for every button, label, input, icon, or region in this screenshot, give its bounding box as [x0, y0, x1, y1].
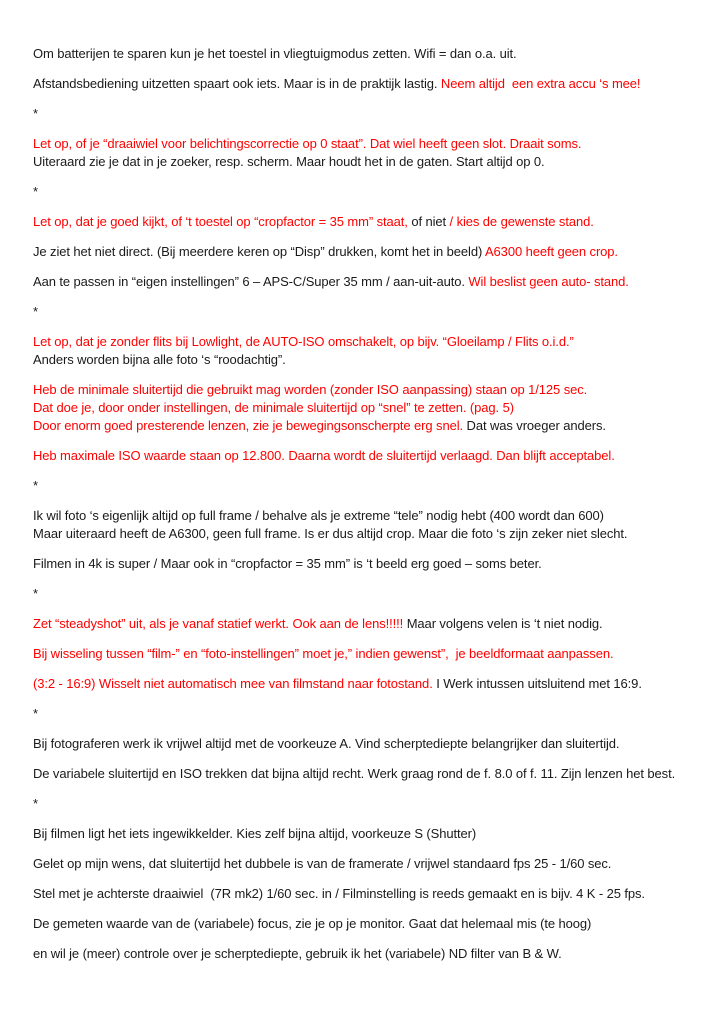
text-line: [33, 213, 718, 231]
text-line: [33, 705, 718, 723]
text-line: [33, 525, 718, 543]
text-line: [33, 885, 718, 903]
text-line: [33, 765, 718, 783]
text-line: [33, 105, 718, 123]
text-run: Filmen in 4k is super / Maar ook in “cropfactor = 35 mm” is ‘t beeld erg goed – soms beter.: [33, 556, 542, 571]
emphasized-text-run: (3:2 - 16:9) Wisselt niet automatisch mee van filmstand naar fotostand.: [33, 676, 437, 691]
emphasized-text-run: Dat doe je, door onder instellingen, de minimale sluitertijd op “snel” te zetten. (pag. 5): [33, 400, 514, 415]
text-line: [33, 735, 718, 753]
emphasized-text-run: Let op, of je “draaiwiel voor belichtingscorrectie op 0 staat”. Dat wiel heeft geen slot. Draait soms.: [33, 136, 582, 151]
paragraph: [33, 945, 718, 963]
emphasized-text-run: Neem altijd een extra accu ‘s mee!: [440, 76, 641, 91]
text-line: [33, 135, 718, 153]
paragraph: [33, 735, 718, 753]
text-run: Maar volgens velen is ‘t niet nodig.: [406, 616, 603, 631]
text-line: [33, 381, 718, 399]
paragraph: [33, 105, 718, 123]
text-line: [33, 945, 718, 963]
text-line: [33, 45, 718, 63]
text-line: [33, 75, 718, 93]
text-line: [33, 675, 718, 693]
paragraph: [33, 825, 718, 843]
emphasized-text-run: Let op, dat je zonder flits bij Lowlight, de AUTO-ISO omschakelt, op bijv. “Gloeilamp / Flits o.i.d.”: [33, 334, 574, 349]
text-run: Gelet op mijn wens, dat sluitertijd het dubbele is van de framerate / vrijwel standaard fps 25 - 1/60 sec.: [33, 856, 612, 871]
emphasized-text-run: Bij wisseling tussen “film-” en “foto-instellingen” moet je,” indien gewenst”, je beeldformaat aanpassen.: [33, 646, 614, 661]
paragraph: [33, 75, 718, 93]
paragraph: [33, 303, 718, 321]
text-run: I Werk intussen uitsluitend met 16:9.: [436, 676, 642, 691]
text-run: Ik wil foto ‘s eigenlijk altijd op full frame / behalve als je extreme “tele” nodig hebt (400 wordt dan 600): [33, 508, 604, 523]
text-line: [33, 399, 718, 417]
emphasized-text-run: / kies de gewenste stand.: [449, 214, 594, 229]
paragraph: [33, 333, 718, 369]
text-run: Anders worden bijna alle foto ‘s “roodachtig”.: [33, 352, 286, 367]
text-run: *: [33, 478, 38, 493]
text-run: *: [33, 586, 38, 601]
paragraph: [33, 765, 718, 783]
text-line: [33, 555, 718, 573]
text-run: Dat was vroeger anders.: [466, 418, 606, 433]
text-line: [33, 477, 718, 495]
paragraph: [33, 855, 718, 873]
paragraph: [33, 705, 718, 723]
text-run: Uiteraard zie je dat in je zoeker, resp. scherm. Maar houdt het in de gaten. Start altijd op 0.: [33, 154, 545, 169]
text-run: *: [33, 106, 38, 121]
text-run: Bij fotograferen werk ik vrijwel altijd met de voorkeuze A. Vind scherptediepte belangrijker dan sluitertijd.: [33, 736, 620, 751]
emphasized-text-run: Heb de minimale sluitertijd die gebruikt mag worden (zonder ISO aanpassing) staan op 1/125 sec.: [33, 382, 588, 397]
text-run: Om batterijen te sparen kun je het toestel in vliegtuigmodus zetten. Wifi = dan o.a. uit.: [33, 46, 517, 61]
text-run: *: [33, 796, 38, 811]
text-line: [33, 183, 718, 201]
paragraph: [33, 795, 718, 813]
text-run: of niet: [411, 214, 450, 229]
emphasized-text-run: Wil beslist geen auto- stand.: [468, 274, 629, 289]
text-line: [33, 585, 718, 603]
text-line: [33, 855, 718, 873]
text-line: [33, 351, 718, 369]
text-line: [33, 447, 718, 465]
text-run: en wil je (meer) controle over je scherptediepte, gebruik ik het (variabele) ND filter van B & W.: [33, 946, 562, 961]
text-run: *: [33, 304, 38, 319]
emphasized-text-run: Heb maximale ISO waarde staan op 12.800. Daarna wordt de sluitertijd verlaagd. Dan blijft acceptabel.: [33, 448, 615, 463]
paragraph: [33, 645, 718, 663]
paragraph: [33, 183, 718, 201]
text-run: De variabele sluitertijd en ISO trekken dat bijna altijd recht. Werk graag rond de f. 8.0 of f. 11. Zijn lenzen het best.: [33, 766, 676, 781]
paragraph: [33, 507, 718, 543]
paragraph: [33, 615, 718, 633]
paragraph: [33, 915, 718, 933]
text-line: [33, 273, 718, 291]
text-run: Afstandsbediening uitzetten spaart ook iets. Maar is in de praktijk lastig.: [33, 76, 441, 91]
paragraph: [33, 273, 718, 291]
paragraph: [33, 477, 718, 495]
text-run: Maar uiteraard heeft de A6300, geen full frame. Is er dus altijd crop. Maar die foto ‘s zijn zeker niet slecht.: [33, 526, 628, 541]
text-run: *: [33, 184, 38, 199]
text-line: [33, 615, 718, 633]
text-run: Bij filmen ligt het iets ingewikkelder. Kies zelf bijna altijd, voorkeuze S (Shutter): [33, 826, 477, 841]
emphasized-text-run: Door enorm goed presterende lenzen, zie je bewegingsonscherpte erg snel.: [33, 418, 467, 433]
text-run: De gemeten waarde van de (variabele) focus, zie je op je monitor. Gaat dat helemaal mis (te hoog): [33, 916, 592, 931]
text-line: [33, 507, 718, 525]
text-run: Aan te passen in “eigen instellingen” 6 – APS-C/Super 35 mm / aan-uit-auto.: [33, 274, 469, 289]
paragraph: [33, 243, 718, 261]
paragraph: [33, 885, 718, 903]
paragraph: [33, 135, 718, 171]
text-run: Stel met je achterste draaiwiel (7R mk2) 1/60 sec. in / Filminstelling is reeds gemaakt en is bijv. 4 K - 25 fps.: [33, 886, 645, 901]
paragraph: [33, 447, 718, 465]
text-line: [33, 645, 718, 663]
text-line: [33, 417, 718, 435]
emphasized-text-run: Zet “steadyshot” uit, als je vanaf statief werkt. Ook aan de lens!!!!!: [33, 616, 407, 631]
emphasized-text-run: A6300 heeft geen crop.: [484, 244, 618, 259]
emphasized-text-run: Let op, dat je goed kijkt, of ‘t toestel op “cropfactor = 35 mm” staat,: [33, 214, 412, 229]
text-run: *: [33, 706, 38, 721]
paragraph: [33, 45, 718, 63]
text-run: Je ziet het niet direct. (Bij meerdere keren op “Disp” drukken, komt het in beeld): [33, 244, 485, 259]
text-line: [33, 303, 718, 321]
paragraph: [33, 381, 718, 435]
paragraph: [33, 555, 718, 573]
text-line: [33, 153, 718, 171]
text-line: [33, 243, 718, 261]
paragraph: [33, 213, 718, 231]
document-body: [33, 45, 718, 963]
text-line: [33, 915, 718, 933]
text-line: [33, 333, 718, 351]
text-line: [33, 795, 718, 813]
paragraph: [33, 585, 718, 603]
text-line: [33, 825, 718, 843]
paragraph: [33, 675, 718, 693]
